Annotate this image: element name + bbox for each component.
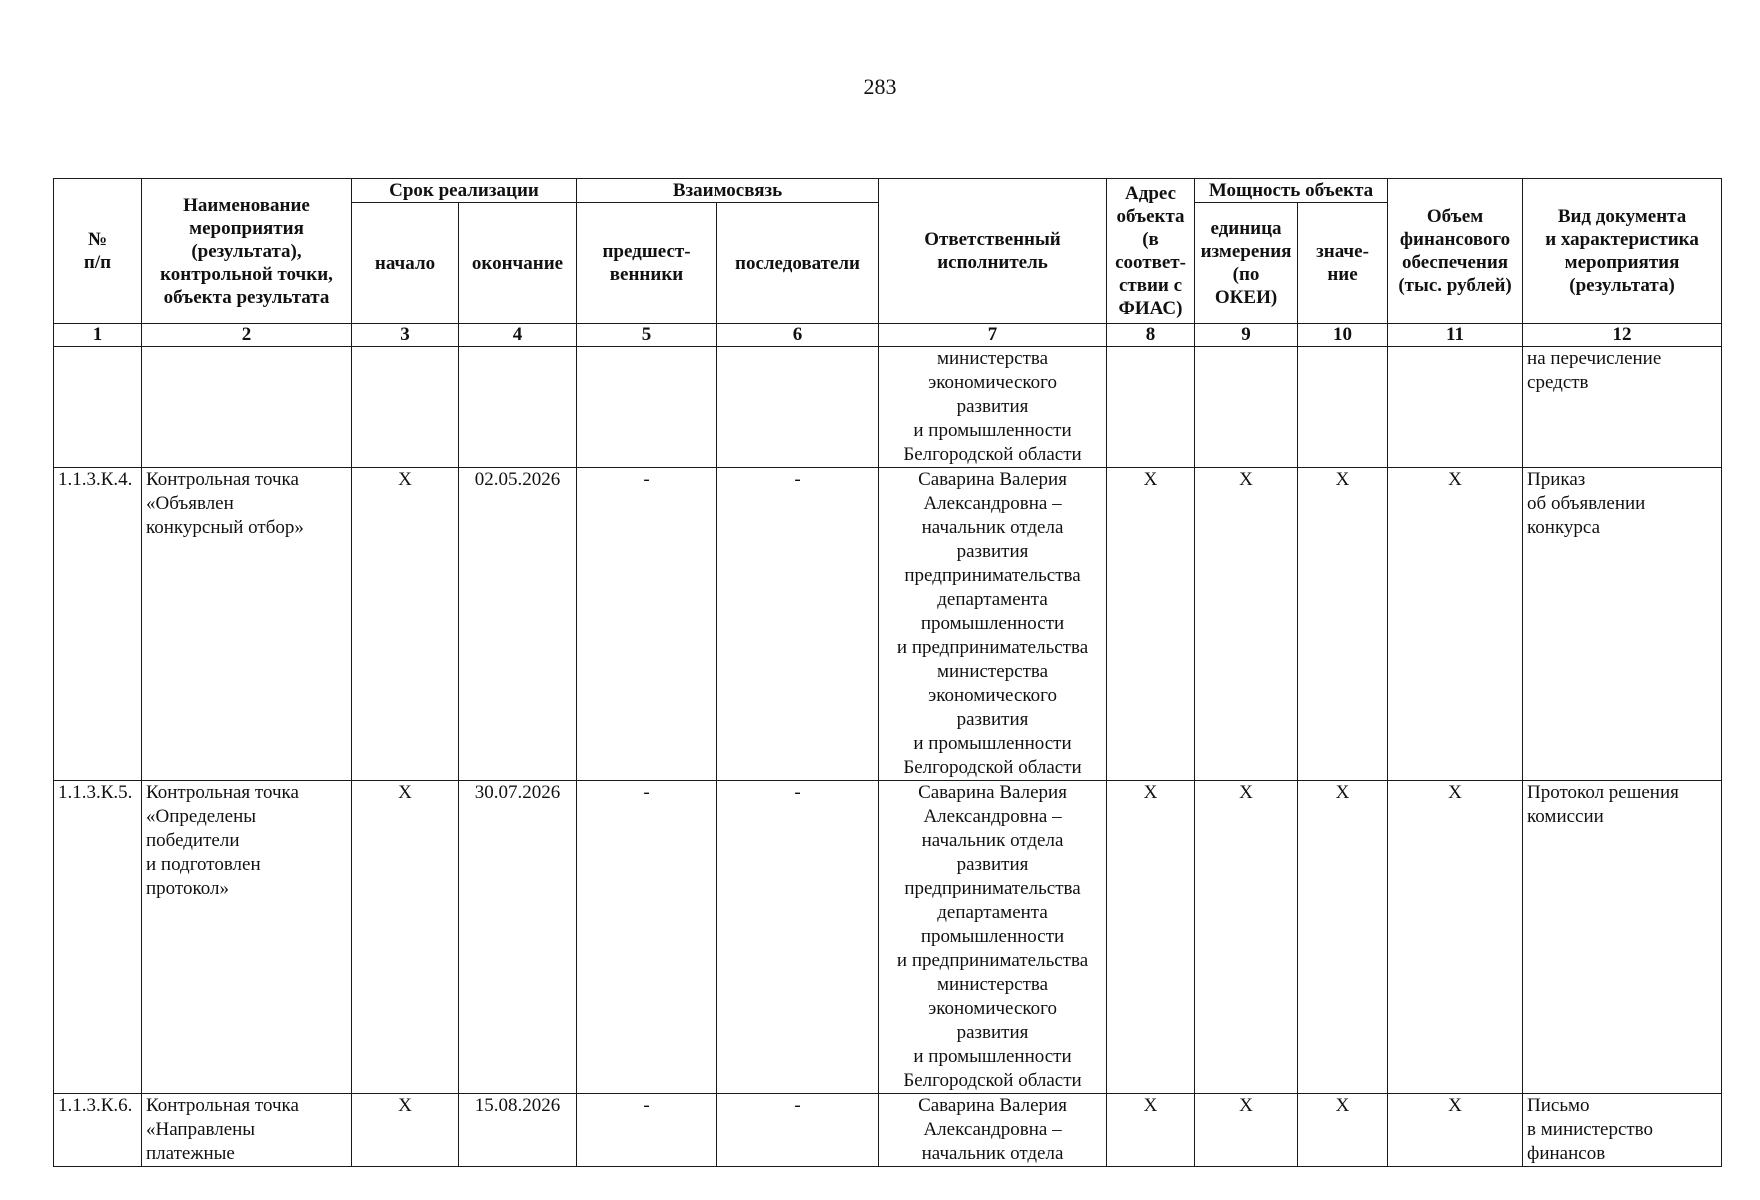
header-address: Адрес объекта (в соответ- ствии с ФИАС) [1107, 179, 1195, 324]
row-value: Х [1298, 468, 1388, 781]
row-name: Контрольная точка «Определены победители и подготовлен протокол» [142, 781, 352, 1094]
header-value: значе- ние [1298, 203, 1388, 324]
table-row [54, 1094, 1722, 1167]
row-address: Х [1107, 1094, 1195, 1167]
row-number: 1.1.3.К.5. [54, 781, 142, 1094]
row-start: Х [352, 468, 459, 781]
header-row-1 [54, 179, 1722, 203]
header-relation: Взаимосвязь [577, 179, 879, 203]
row-end [459, 347, 577, 468]
header-capacity: Мощность объекта [1195, 179, 1388, 203]
header-predecessors: предшест- венники [577, 203, 717, 324]
row-funding: Х [1388, 1094, 1523, 1167]
header-responsible: Ответственный исполнитель [879, 179, 1107, 324]
row-responsible: Саварина Валерия Александровна – начальник отдела развития предпринимательства департамента промышленности и предпринимательства министерства экономического развития и промышленности Белгородской области [879, 468, 1107, 781]
row-number [54, 347, 142, 468]
row-successors: - [717, 468, 879, 781]
row-start [352, 347, 459, 468]
column-number: 11 [1388, 324, 1523, 347]
row-end: 30.07.2026 [459, 781, 577, 1094]
row-predecessors: - [577, 1094, 717, 1167]
row-document: Протокол решения комиссии [1523, 781, 1722, 1094]
row-funding [1388, 347, 1523, 468]
row-unit: Х [1195, 1094, 1298, 1167]
column-number: 5 [577, 324, 717, 347]
row-predecessors [577, 347, 717, 468]
column-number: 2 [142, 324, 352, 347]
row-unit [1195, 347, 1298, 468]
row-address: Х [1107, 468, 1195, 781]
header-end: окончание [459, 203, 577, 324]
row-name: Контрольная точка «Направлены платежные [142, 1094, 352, 1167]
row-predecessors: - [577, 468, 717, 781]
table-row [54, 781, 1722, 1094]
row-funding: Х [1388, 781, 1523, 1094]
header-unit: единица измерения (по ОКЕИ) [1195, 203, 1298, 324]
row-document: на перечисление средств [1523, 347, 1722, 468]
row-name [142, 347, 352, 468]
row-successors: - [717, 781, 879, 1094]
row-name: Контрольная точка «Объявлен конкурсный отбор» [142, 468, 352, 781]
row-funding: Х [1388, 468, 1523, 781]
column-number: 12 [1523, 324, 1722, 347]
column-number: 6 [717, 324, 879, 347]
row-address [1107, 347, 1195, 468]
row-value: Х [1298, 781, 1388, 1094]
header-funding: Объем финансового обеспечения (тыс. рублей) [1388, 179, 1523, 324]
row-end: 15.08.2026 [459, 1094, 577, 1167]
column-number: 3 [352, 324, 459, 347]
row-successors [717, 347, 879, 468]
row-responsible: Саварина Валерия Александровна – начальник отдела развития предпринимательства департамента промышленности и предпринимательства министерства экономического развития и промышленности Белгородской области [879, 781, 1107, 1094]
row-document: Письмо в министерство финансов [1523, 1094, 1722, 1167]
column-number: 1 [54, 324, 142, 347]
row-start: Х [352, 781, 459, 1094]
header-doctype: Вид документа и характеристика мероприятия (результата) [1523, 179, 1722, 324]
row-successors: - [717, 1094, 879, 1167]
page-number: 283 [863, 74, 897, 99]
row-value: Х [1298, 1094, 1388, 1167]
header-num: № п/п [54, 179, 142, 324]
header-name: Наименование мероприятия (результата), контрольной точки, объекта результата [142, 179, 352, 324]
column-number: 7 [879, 324, 1107, 347]
row-value [1298, 347, 1388, 468]
row-responsible: Саварина Валерия Александровна – начальник отдела [879, 1094, 1107, 1167]
row-end: 02.05.2026 [459, 468, 577, 781]
row-unit: Х [1195, 781, 1298, 1094]
row-responsible: министерства экономического развития и промышленности Белгородской области [879, 347, 1107, 468]
header-period: Срок реализации [352, 179, 577, 203]
column-number: 9 [1195, 324, 1298, 347]
row-unit: Х [1195, 468, 1298, 781]
column-number-row [54, 324, 1722, 347]
column-number: 4 [459, 324, 577, 347]
plan-table [53, 178, 1722, 1167]
header-start: начало [352, 203, 459, 324]
row-number: 1.1.3.К.6. [54, 1094, 142, 1167]
row-address: Х [1107, 781, 1195, 1094]
table-row [54, 468, 1722, 781]
row-start: Х [352, 1094, 459, 1167]
row-predecessors: - [577, 781, 717, 1094]
header-successors: последователи [717, 203, 879, 324]
column-number: 8 [1107, 324, 1195, 347]
table-row [54, 347, 1722, 468]
column-number: 10 [1298, 324, 1388, 347]
row-document: Приказ об объявлении конкурса [1523, 468, 1722, 781]
row-number: 1.1.3.К.4. [54, 468, 142, 781]
